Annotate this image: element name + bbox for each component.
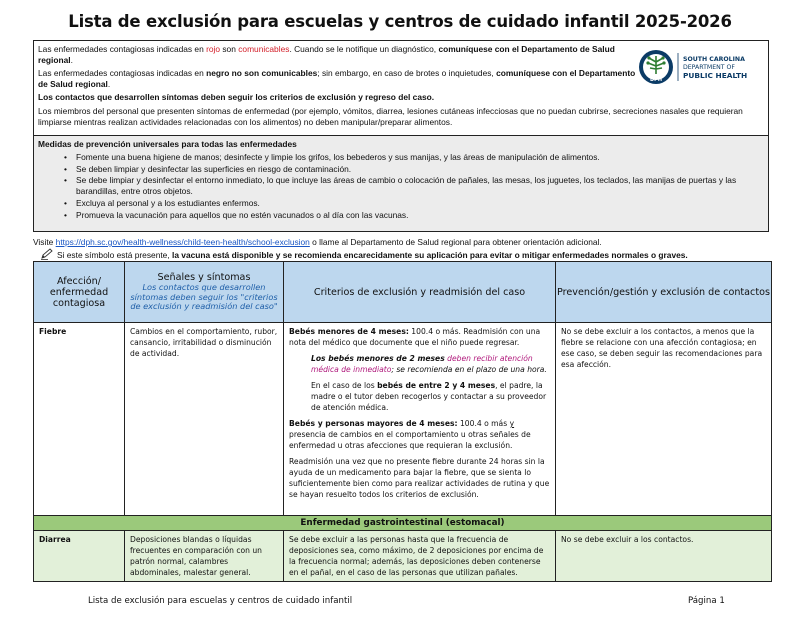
criteria-cell: Se debe excluir a las personas hasta que la frecuencia de deposiciones sea, como máximo, de 2 deposiciones por encima de la frecuencia normal; además, las deposiciones deben contenerse en el pañal, en el caso de las personas que utilizan pañales. bbox=[284, 531, 556, 582]
footer-title: Lista de exclusión para escuelas y centros de cuidado infantil bbox=[88, 596, 353, 606]
page-number: Página 1 bbox=[688, 596, 725, 606]
school-exclusion-link[interactable]: https://dph.sc.gov/health-wellness/child-teen-health/school-exclusion bbox=[55, 237, 310, 247]
table-row-fever bbox=[34, 323, 772, 516]
section-title: Enfermedad gastrointestinal (estomacal) bbox=[34, 516, 772, 531]
criteria-cell: Bebés menores de 4 meses: 100.4 o más. Readmisión con una nota del médico que documente que el niño puede regresar. Los bebés menores de 2 meses deben recibir atención médica de inmediato; se recomienda en el plazo de una hora. En el caso de los bebés de entre 2 y 4 meses, el padre, la madre o el tutor deben recogerlos y contactar a su proveedor de atención médica. Bebés y personas mayores de 4 meses: 100.4 o más y presencia de cambios en el comportamiento u otras señales de enfermedad u otras afecciones que requieran la exclusión. Readmisión una vez que no presente fiebre durante 24 horas sin la ayuda de un medicamento para bajar la fiebre, que se sienta lo suficientemente bien como para realizar actividades de rutina y que se hayan resuelto todos los criterios de exclusión. bbox=[284, 323, 556, 516]
prevention-item: • Se debe limpiar y desinfectar el entorno inmediato, lo que incluye las áreas de cambio o colocación de pañales, las mesas, los juguetes, los teclados, las manijas de puertas y las barandillas, entre otros objetos. bbox=[38, 175, 764, 197]
prevention-item: • Promueva la vacunación para aquellos que no estén vacunados o al día con las vacunas. bbox=[38, 210, 764, 221]
intro-paragraph-staff: Los miembros del personal que presenten síntomas de enfermedad (por ejemplo, vómitos, diarrea, lesiones cutáneas infecciosas que no puedan cubrirse, secreciones nasales que requieran limpiarse mientras realizan actividades relacionadas con los alimentos) no deben manipular/preparar alimentos. bbox=[38, 105, 743, 127]
prevention-heading: Medidas de prevención universales para todas las enfermedades bbox=[38, 139, 297, 149]
pencil-icon bbox=[40, 248, 54, 260]
symptoms-cell: Cambios en el comportamiento, rubor, cansancio, irritabilidad o disminución de actividad. bbox=[125, 323, 284, 516]
intro-paragraph-contacts: Los contactos que desarrollen síntomas deben seguir los criterios de exclusión y regreso del caso. bbox=[38, 92, 435, 103]
prevention-item: • Fomente una buena higiene de manos; desinfecte y limpie los grifos, los bebederos y sus manijas, y las áreas de manipulación de alimentos. bbox=[38, 152, 764, 163]
table-row-diarrhea bbox=[34, 531, 772, 582]
prevention-list bbox=[38, 152, 764, 221]
header-criteria: Criterios de exclusión y readmisión del caso bbox=[284, 262, 556, 323]
prevention-item: • Excluya al personal y a los estudiantes enfermos. bbox=[38, 198, 764, 209]
header-condition: Afección/ enfermedad contagiosa bbox=[34, 262, 125, 323]
table-header-row bbox=[34, 262, 772, 323]
dph-emblem-icon bbox=[636, 47, 760, 87]
intro-paragraph-noncommunicable: Las enfermedades contagiosas indicadas en negro no son comunicables; sin embargo, en caso de brotes o inquietudes, comuníquese con el Departamento de Salud regional. bbox=[38, 68, 636, 89]
prevention-cell: No se debe excluir a los contactos, a menos que la fiebre se relacione con una afección contagiosa; en ese caso, se deben seguir las recomendaciones para esa afección. bbox=[556, 323, 772, 516]
exclusion-table bbox=[33, 261, 772, 582]
symptoms-cell: Deposiciones blandas o líquidas frecuentes en comparación con un patrón normal, calambres abdominales, malestar general. bbox=[125, 531, 284, 582]
intro-box bbox=[33, 40, 769, 136]
sc-public-health-logo bbox=[636, 47, 760, 87]
svg-text:PUBLIC HEALTH: PUBLIC HEALTH bbox=[683, 71, 748, 80]
svg-text:DPH: DPH bbox=[650, 77, 662, 83]
universal-prevention-box bbox=[33, 136, 769, 232]
prevention-cell: No se debe excluir a los contactos. bbox=[556, 531, 772, 582]
svg-text:SOUTH CAROLINA: SOUTH CAROLINA bbox=[683, 56, 745, 63]
section-row-gastro bbox=[34, 516, 772, 531]
visit-line: Visite https://dph.sc.gov/health-wellness/child-teen-health/school-exclusion o llame al Departamento de Salud regional para obtener orientación adicional. bbox=[33, 237, 602, 247]
header-symptoms-note: Los contactos que desarrollen síntomas deben seguir los "criterios de exclusión y readmisión del caso" bbox=[130, 282, 278, 312]
page-title: Lista de exclusión para escuelas y centros de cuidado infantil 2025-2026 bbox=[68, 12, 732, 31]
prevention-item: • Se deben limpiar y desinfectar las superficies en riesgo de contaminación. bbox=[38, 164, 764, 175]
header-prevention: Prevención/gestión y exclusión de contactos bbox=[556, 262, 772, 323]
intro-paragraph-communicable: Las enfermedades contagiosas indicadas en rojo son comunicables. Cuando se le notifique un diagnóstico, comuníquese con el Departamento de Salud regional. bbox=[38, 44, 615, 65]
header-symptoms: Señales y síntomas Los contactos que desarrollen síntomas deben seguir los "criterios de exclusión y readmisión del caso" bbox=[125, 262, 284, 323]
condition-name: Diarrea bbox=[34, 531, 125, 582]
condition-name: Fiebre bbox=[34, 323, 125, 516]
svg-text:DEPARTMENT OF: DEPARTMENT OF bbox=[683, 64, 735, 71]
vaccine-note: Si este símbolo está presente, la vacuna está disponible y se recomienda encarecidamente su aplicación para evitar o mitigar enfermedades normales o graves. bbox=[40, 248, 775, 260]
